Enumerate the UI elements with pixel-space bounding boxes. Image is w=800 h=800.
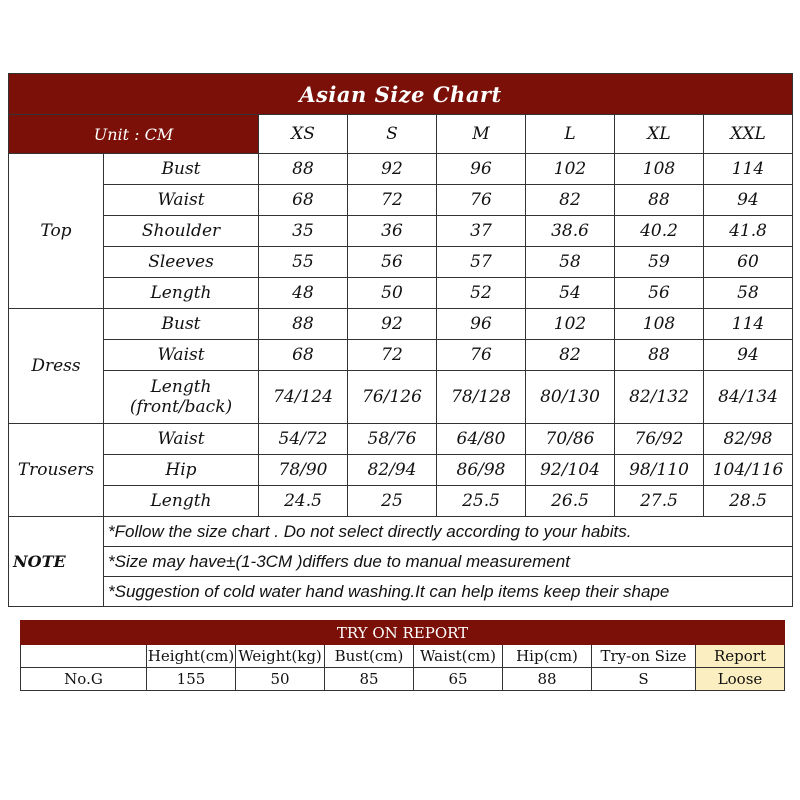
table-cell: 82/94 [348,455,437,486]
table-cell: 40.2 [615,216,704,247]
table-cell: 102 [526,154,615,185]
table-cell: 50 [348,278,437,309]
table-cell: 88 [259,309,348,340]
table-cell: 155 [147,668,236,691]
table-cell: 74/124 [259,371,348,424]
measure-label: Hip [104,455,259,486]
column-header [21,645,147,668]
table-cell: 25.5 [437,486,526,517]
table-cell: 54/72 [259,424,348,455]
size-header-xxl: XXL [704,115,793,154]
table-row [9,371,793,424]
table-cell: 41.8 [704,216,793,247]
measure-label: Waist [104,340,259,371]
measure-label [104,371,259,424]
note-line-1: *Follow the size chart . Do not select directly according to your habits. [104,517,793,547]
table-row [9,486,793,517]
table-cell: 76 [437,340,526,371]
measure-label: Waist [104,185,259,216]
size-chart-table [8,73,793,607]
size-header-m: M [437,115,526,154]
table-cell: 92 [348,154,437,185]
group-label-top: Top [9,154,104,309]
table-cell: 25 [348,486,437,517]
try-on-report-title: TRY ON REPORT [21,621,785,645]
table-cell: 64/80 [437,424,526,455]
note-row [9,577,793,607]
measure-label: Bust [104,154,259,185]
table-row [9,216,793,247]
table-cell: 82/98 [704,424,793,455]
table-cell: 88 [615,185,704,216]
table-cell: No.G [21,668,147,691]
table-cell: 94 [704,185,793,216]
size-header-xs: XS [259,115,348,154]
table-cell: 92 [348,309,437,340]
table-row [9,247,793,278]
table-cell: 50 [236,668,325,691]
column-header: Bust(cm) [325,645,414,668]
table-row [21,668,785,691]
table-cell: 56 [615,278,704,309]
table-row [9,278,793,309]
table-cell: 82/132 [615,371,704,424]
measure-label: Length [104,278,259,309]
table-cell: 86/98 [437,455,526,486]
measure-label-line2: (front/back) [129,397,233,417]
table-cell: 78/90 [259,455,348,486]
table-cell: 26.5 [526,486,615,517]
note-line-3: *Suggestion of cold water hand washing.It can help items keep their shape [104,577,793,607]
table-cell: 96 [437,154,526,185]
table-cell: 57 [437,247,526,278]
table-row [9,455,793,486]
group-label-dress: Dress [9,309,104,424]
try-on-report-table [20,620,785,691]
table-cell: 104/116 [704,455,793,486]
measure-label: Waist [104,424,259,455]
measure-label: Shoulder [104,216,259,247]
table-cell: 84/134 [704,371,793,424]
table-cell: 108 [615,154,704,185]
group-label-trousers: Trousers [9,424,104,517]
size-header-l: L [526,115,615,154]
measure-label: Sleeves [104,247,259,278]
table-cell: 58 [526,247,615,278]
note-line-2: *Size may have±(1-3CM )differs due to manual measurement [104,547,793,577]
table-cell: 27.5 [615,486,704,517]
table-cell: 114 [704,309,793,340]
table-row [9,424,793,455]
column-header: Try-on Size [592,645,696,668]
table-cell: 58 [704,278,793,309]
table-cell: 56 [348,247,437,278]
table-row [9,340,793,371]
table-cell: 55 [259,247,348,278]
table-cell: 24.5 [259,486,348,517]
table-cell: 88 [615,340,704,371]
table-cell: 82 [526,340,615,371]
table-cell: 68 [259,185,348,216]
note-label: NOTE [9,517,104,607]
table-cell: 36 [348,216,437,247]
table-cell: 96 [437,309,526,340]
table-cell: 65 [414,668,503,691]
table-cell: 54 [526,278,615,309]
table-cell: 88 [503,668,592,691]
table-row [9,185,793,216]
table-row [9,309,793,340]
measure-label: Length [104,486,259,517]
column-header: Height(cm) [147,645,236,668]
table-cell: 38.6 [526,216,615,247]
table-cell: 72 [348,185,437,216]
measure-label: Bust [104,309,259,340]
table-cell: 59 [615,247,704,278]
table-cell: 60 [704,247,793,278]
note-row [9,547,793,577]
table-cell: 98/110 [615,455,704,486]
table-cell: 72 [348,340,437,371]
table-cell: 85 [325,668,414,691]
size-header-xl: XL [615,115,704,154]
table-cell: 78/128 [437,371,526,424]
report-value: Loose [696,668,785,691]
unit-label: Unit : CM [9,115,259,154]
note-row [9,517,793,547]
table-cell: 88 [259,154,348,185]
size-header-s: S [348,115,437,154]
measure-label-line1: Length [150,377,212,397]
size-chart-title: Asian Size Chart [9,74,793,115]
table-cell: 58/76 [348,424,437,455]
table-header-row [21,645,785,668]
column-header: Weight(kg) [236,645,325,668]
table-cell: 28.5 [704,486,793,517]
table-cell: 35 [259,216,348,247]
table-cell: 70/86 [526,424,615,455]
table-cell: 52 [437,278,526,309]
table-cell: 82 [526,185,615,216]
table-cell: 76/126 [348,371,437,424]
table-cell: 48 [259,278,348,309]
table-cell: 76 [437,185,526,216]
table-cell: 94 [704,340,793,371]
table-cell: 37 [437,216,526,247]
table-cell: 114 [704,154,793,185]
table-cell: 76/92 [615,424,704,455]
table-cell: 102 [526,309,615,340]
column-header: Waist(cm) [414,645,503,668]
table-cell: 80/130 [526,371,615,424]
column-header: Hip(cm) [503,645,592,668]
table-cell: 68 [259,340,348,371]
table-cell: 108 [615,309,704,340]
table-row [9,154,793,185]
table-cell: S [592,668,696,691]
column-header-report: Report [696,645,785,668]
table-cell: 92/104 [526,455,615,486]
